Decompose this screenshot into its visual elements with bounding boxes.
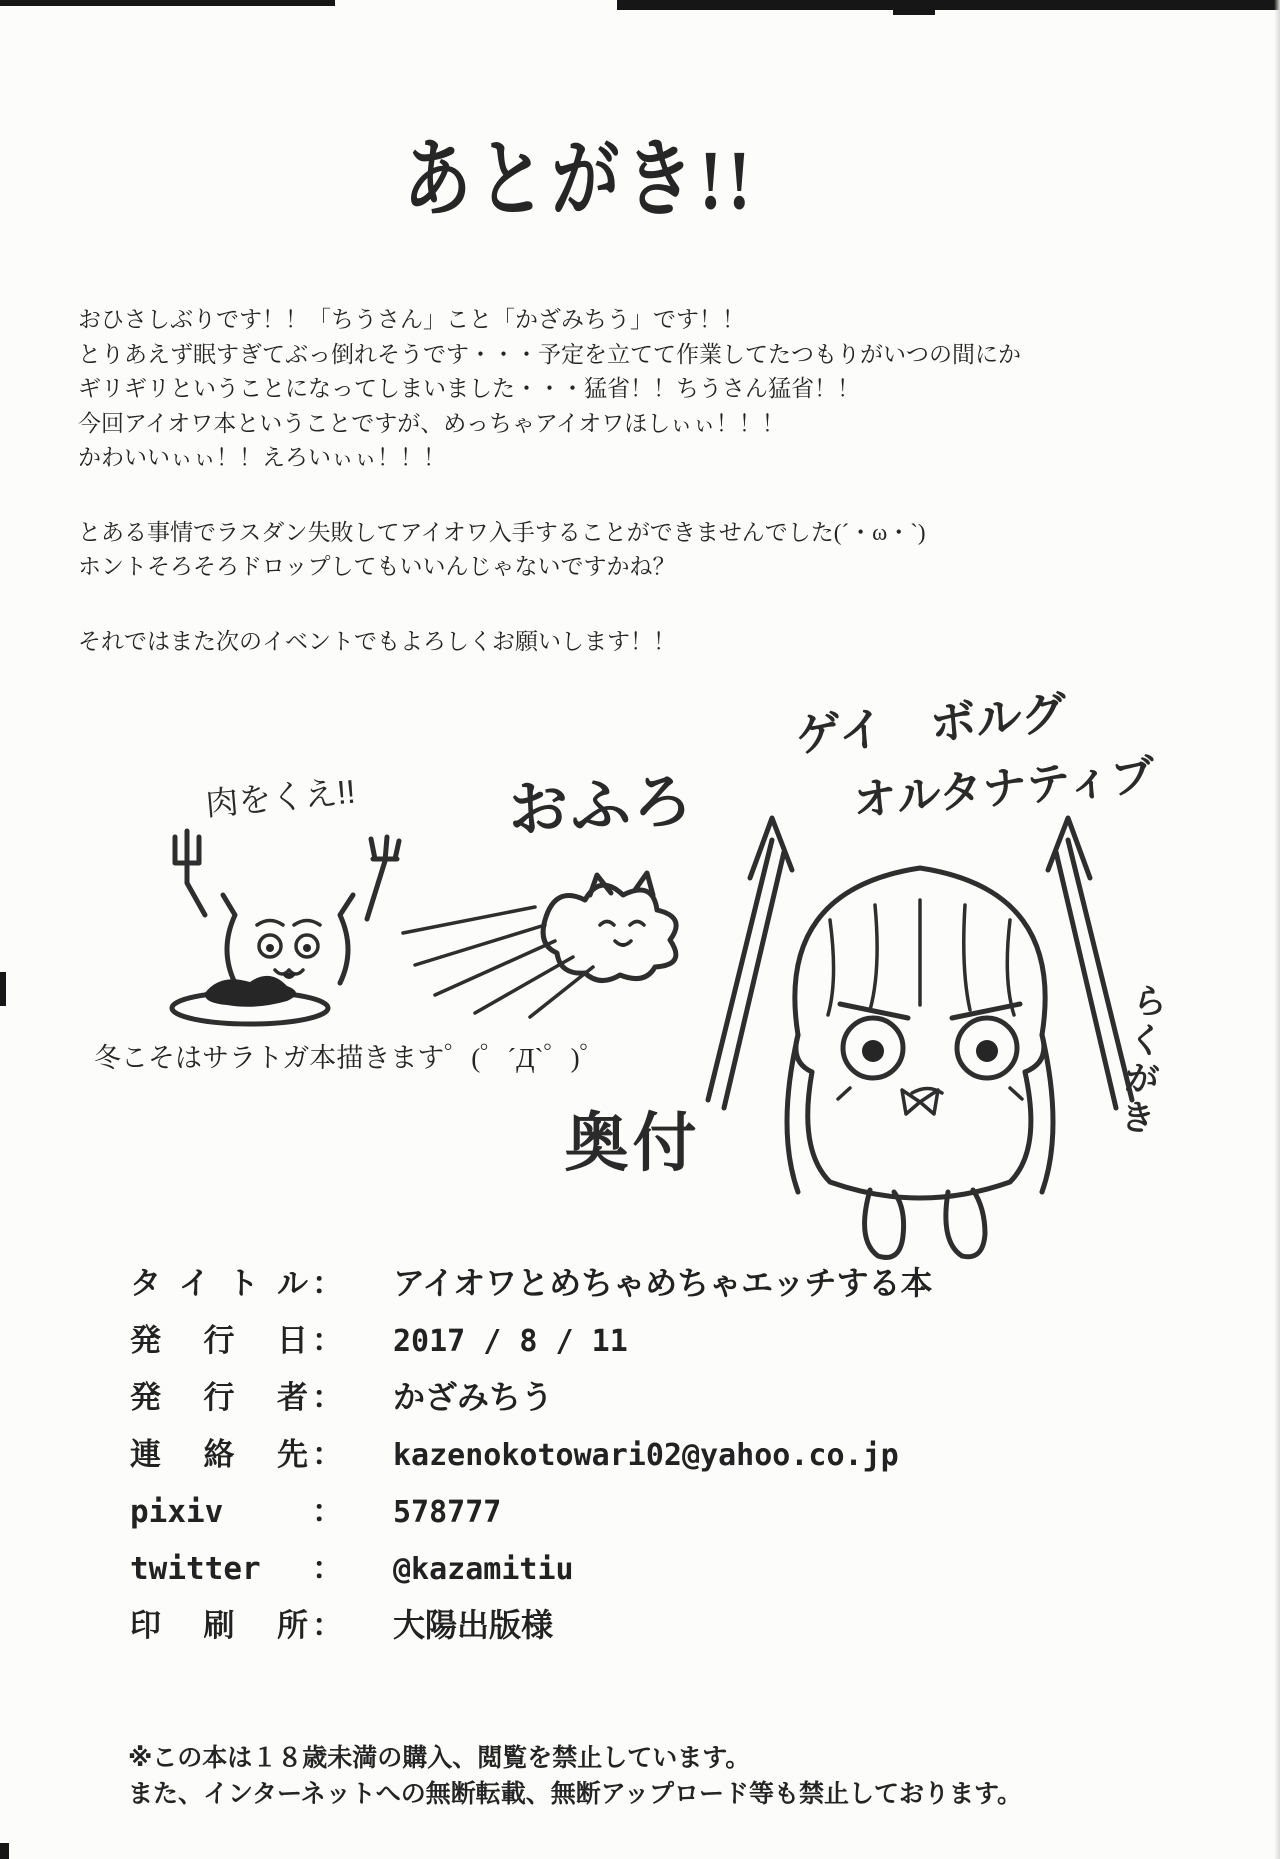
colophon-row-contact	[130, 1429, 933, 1486]
afterword-body	[78, 303, 1068, 699]
creature-with-meat-sketch	[135, 815, 435, 1035]
colophon-row-title	[130, 1258, 933, 1315]
doodle-caption-alternative: オルタナティブ	[850, 750, 1157, 827]
colophon-label: pixiv	[130, 1494, 224, 1530]
scan-edge-shade	[1274, 0, 1280, 1859]
colophon-row-twitter	[130, 1543, 933, 1600]
colophon-heading: 奥付	[564, 1107, 701, 1179]
colophon-value: かざみちう	[393, 1379, 554, 1415]
scan-artifact-left-edge	[0, 972, 6, 1006]
colophon-label: 発行者	[130, 1380, 308, 1415]
doodle-caption-gae-bolg: ゲイ ボルグ	[793, 686, 1069, 762]
colophon-label: タイトル	[130, 1266, 308, 1301]
colophon-separator: ：	[312, 1323, 343, 1358]
colophon-separator: ：	[312, 1494, 343, 1529]
body-line: それではまた次のイベントでもよろしくお願いします！！	[78, 628, 676, 654]
colophon-label: 印刷所	[130, 1608, 308, 1643]
scan-artifact-top-right	[617, 0, 1280, 10]
body-line: 今回アイオワ本ということですが、めっちゃアイオワほしぃぃ！！！	[78, 410, 785, 436]
colophon-row-pixiv	[130, 1486, 933, 1543]
colophon-separator: ：	[312, 1437, 343, 1472]
notice-line: また、インターネットへの無断転載、無断アップロード等も禁止しております。	[128, 1780, 1023, 1808]
paragraph	[78, 516, 1068, 585]
colophon-value: 578777	[393, 1495, 502, 1530]
colophon-label: 発行日	[130, 1323, 308, 1358]
chibi-girl-with-lances-sketch	[680, 800, 1160, 1270]
colophon-separator: ：	[312, 1608, 343, 1643]
body-line: ホントそろそろドロップしてもいいんじゃないですかね？	[78, 554, 676, 579]
colophon-separator: ：	[312, 1266, 343, 1301]
colophon-label: 連絡先	[130, 1437, 308, 1472]
doodle-caption-rakugaki-vertical: らくがき	[1113, 980, 1170, 1140]
scan-artifact-bottom-left	[0, 1843, 9, 1859]
saratoga-note: 冬こそはサラトガ本描きます゜(゜´Д`゜)゜	[94, 1043, 607, 1073]
colophon-row-date	[130, 1315, 933, 1372]
paragraph	[78, 625, 1068, 660]
colophon-value: アイオワとめちゃめちゃエッチする本	[393, 1265, 933, 1301]
age-restriction-notice	[128, 1740, 1022, 1812]
colophon-value: kazenokotowari02@yahoo.co.jp	[393, 1438, 899, 1473]
colophon-value: @kazamitiu	[393, 1552, 574, 1587]
notice-line: ※この本は１８歳未満の購入、閲覧を禁止しています。	[128, 1744, 751, 1772]
body-line: ギリギリということになってしまいました・・・猛省！！ちうさん猛省！！	[78, 376, 860, 401]
scan-artifact-top-nub	[893, 8, 935, 15]
colophon-separator: ：	[312, 1380, 343, 1415]
colophon-table	[130, 1258, 933, 1657]
doodle-caption-eat-meat: 肉をくえ!!	[203, 772, 357, 823]
colophon-row-printer	[130, 1600, 933, 1657]
afterword-title: あとがき!!	[403, 132, 757, 227]
colophon-value: 2017 / 8 / 11	[393, 1324, 628, 1359]
colophon-separator: ：	[312, 1551, 343, 1586]
colophon-label: twitter	[130, 1551, 261, 1587]
body-line: とりあえず眠すぎてぶっ倒れそうです・・・予定を立てて作業してたつもりがいつの間にか	[78, 341, 1021, 367]
paragraph	[78, 303, 1068, 476]
doodle-caption-bath: おふろ	[506, 767, 696, 844]
colophon-value: 大陽出版様	[393, 1607, 554, 1643]
body-line: おひさしぶりです！！「ちうさん」こと「かざみちう」です！！	[78, 307, 745, 332]
body-line: かわいいぃぃ！！えろいぃぃ！！！	[78, 445, 446, 470]
colophon-row-publisher	[130, 1372, 933, 1429]
body-line: とある事情でラスダン失敗してアイオワ入手することができませんでした(´・ω・`)	[78, 519, 926, 545]
scan-artifact-top-left	[0, 0, 335, 6]
